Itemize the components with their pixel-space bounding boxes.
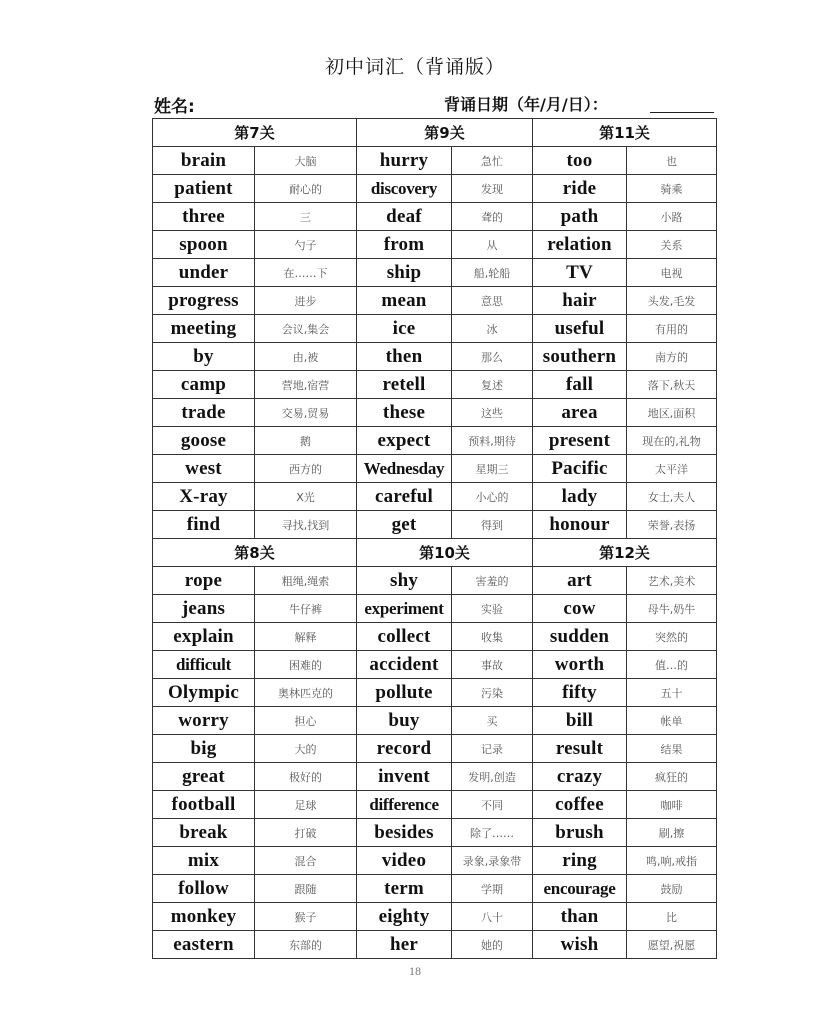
english-word: goose	[153, 427, 255, 455]
section-header-row	[153, 539, 717, 567]
chinese-meaning: 混合	[255, 847, 357, 875]
word-row	[153, 707, 717, 735]
english-word: lady	[533, 483, 627, 511]
chinese-meaning: 比	[627, 903, 717, 931]
english-word: ship	[357, 259, 452, 287]
chinese-meaning: 大的	[255, 735, 357, 763]
section-header-row	[153, 119, 717, 147]
english-word: difficult	[153, 651, 255, 679]
english-word: collect	[357, 623, 452, 651]
chinese-meaning: 困难的	[255, 651, 357, 679]
english-word: honour	[533, 511, 627, 539]
english-word: sudden	[533, 623, 627, 651]
english-word: great	[153, 763, 255, 791]
english-word: experiment	[357, 595, 452, 623]
chinese-meaning: 奥林匹克的	[255, 679, 357, 707]
english-word: brush	[533, 819, 627, 847]
english-word: crazy	[533, 763, 627, 791]
chinese-meaning: 担心	[255, 707, 357, 735]
english-word: break	[153, 819, 255, 847]
english-word: hair	[533, 287, 627, 315]
chinese-meaning: 极好的	[255, 763, 357, 791]
english-word: X-ray	[153, 483, 255, 511]
english-word: these	[357, 399, 452, 427]
section-title: 第7关	[153, 119, 357, 147]
section-title: 第11关	[533, 119, 717, 147]
word-row	[153, 175, 717, 203]
chinese-meaning: 西方的	[255, 455, 357, 483]
english-word: deaf	[357, 203, 452, 231]
english-word: invent	[357, 763, 452, 791]
chinese-meaning: 小路	[627, 203, 717, 231]
english-word: worry	[153, 707, 255, 735]
section-title: 第8关	[153, 539, 357, 567]
chinese-meaning: 现在的,礼物	[627, 427, 717, 455]
chinese-meaning: 母牛,奶牛	[627, 595, 717, 623]
chinese-meaning: 实验	[452, 595, 533, 623]
english-word: camp	[153, 371, 255, 399]
chinese-meaning: 她的	[452, 931, 533, 959]
chinese-meaning: 耐心的	[255, 175, 357, 203]
chinese-meaning: 得到	[452, 511, 533, 539]
word-row	[153, 763, 717, 791]
word-row	[153, 791, 717, 819]
english-word: ring	[533, 847, 627, 875]
word-row	[153, 511, 717, 539]
word-row	[153, 427, 717, 455]
english-word: discovery	[357, 175, 452, 203]
chinese-meaning: 突然的	[627, 623, 717, 651]
word-row	[153, 623, 717, 651]
english-word: besides	[357, 819, 452, 847]
chinese-meaning: 疯狂的	[627, 763, 717, 791]
english-word: ride	[533, 175, 627, 203]
english-word: than	[533, 903, 627, 931]
english-word: Pacific	[533, 455, 627, 483]
chinese-meaning: 有用的	[627, 315, 717, 343]
chinese-meaning: 打破	[255, 819, 357, 847]
english-word: art	[533, 567, 627, 595]
chinese-meaning: 复述	[452, 371, 533, 399]
english-word: worth	[533, 651, 627, 679]
chinese-meaning: 结果	[627, 735, 717, 763]
english-word: west	[153, 455, 255, 483]
chinese-meaning: 从	[452, 231, 533, 259]
chinese-meaning: 进步	[255, 287, 357, 315]
word-row	[153, 259, 717, 287]
english-word: too	[533, 147, 627, 175]
english-word: buy	[357, 707, 452, 735]
chinese-meaning: 值…的	[627, 651, 717, 679]
english-word: bill	[533, 707, 627, 735]
chinese-meaning: 冰	[452, 315, 533, 343]
word-row	[153, 847, 717, 875]
chinese-meaning: 记录	[452, 735, 533, 763]
word-row	[153, 595, 717, 623]
chinese-meaning: 发明,创造	[452, 763, 533, 791]
word-row	[153, 147, 717, 175]
english-word: three	[153, 203, 255, 231]
chinese-meaning: 跟随	[255, 875, 357, 903]
chinese-meaning: 事故	[452, 651, 533, 679]
chinese-meaning: 猴子	[255, 903, 357, 931]
english-word: Wednesday	[357, 455, 452, 483]
word-row	[153, 287, 717, 315]
chinese-meaning: 头发,毛发	[627, 287, 717, 315]
chinese-meaning: 学期	[452, 875, 533, 903]
word-row	[153, 231, 717, 259]
english-word: encourage	[533, 875, 627, 903]
chinese-meaning: 解释	[255, 623, 357, 651]
vocabulary-table	[152, 118, 717, 959]
chinese-meaning: 帐单	[627, 707, 717, 735]
word-row	[153, 735, 717, 763]
english-word: hurry	[357, 147, 452, 175]
chinese-meaning: 骑乘	[627, 175, 717, 203]
english-word: follow	[153, 875, 255, 903]
chinese-meaning: 咖啡	[627, 791, 717, 819]
word-row	[153, 399, 717, 427]
english-word: brain	[153, 147, 255, 175]
section-title: 第9关	[357, 119, 533, 147]
english-word: football	[153, 791, 255, 819]
english-word: relation	[533, 231, 627, 259]
english-word: explain	[153, 623, 255, 651]
english-word: patient	[153, 175, 255, 203]
chinese-meaning: 愿望,祝愿	[627, 931, 717, 959]
english-word: jeans	[153, 595, 255, 623]
english-word: term	[357, 875, 452, 903]
english-word: TV	[533, 259, 627, 287]
english-word: progress	[153, 287, 255, 315]
chinese-meaning: 船,轮船	[452, 259, 533, 287]
word-row	[153, 567, 717, 595]
section-title: 第12关	[533, 539, 717, 567]
chinese-meaning: 鼓励	[627, 875, 717, 903]
chinese-meaning: 南方的	[627, 343, 717, 371]
chinese-meaning: 除了……	[452, 819, 533, 847]
chinese-meaning: 聋的	[452, 203, 533, 231]
chinese-meaning: 发现	[452, 175, 533, 203]
word-row	[153, 455, 717, 483]
english-word: find	[153, 511, 255, 539]
english-word: area	[533, 399, 627, 427]
chinese-meaning: 小心的	[452, 483, 533, 511]
chinese-meaning: 录象,录象带	[452, 847, 533, 875]
english-word: mean	[357, 287, 452, 315]
chinese-meaning: 艺术,美术	[627, 567, 717, 595]
chinese-meaning: 收集	[452, 623, 533, 651]
chinese-meaning: 落下,秋天	[627, 371, 717, 399]
chinese-meaning: 害羞的	[452, 567, 533, 595]
chinese-meaning: 急忙	[452, 147, 533, 175]
word-row	[153, 651, 717, 679]
english-word: fifty	[533, 679, 627, 707]
word-row	[153, 343, 717, 371]
english-word: spoon	[153, 231, 255, 259]
english-word: her	[357, 931, 452, 959]
chinese-meaning: 也	[627, 147, 717, 175]
page-number: 18	[409, 964, 421, 978]
chinese-meaning: 不同	[452, 791, 533, 819]
english-word: from	[357, 231, 452, 259]
english-word: get	[357, 511, 452, 539]
chinese-meaning: 在……下	[255, 259, 357, 287]
word-row	[153, 819, 717, 847]
chinese-meaning: 女士,夫人	[627, 483, 717, 511]
english-word: mix	[153, 847, 255, 875]
chinese-meaning: 买	[452, 707, 533, 735]
word-row	[153, 203, 717, 231]
english-word: trade	[153, 399, 255, 427]
chinese-meaning: 勺子	[255, 231, 357, 259]
english-word: ice	[357, 315, 452, 343]
chinese-meaning: 东部的	[255, 931, 357, 959]
english-word: present	[533, 427, 627, 455]
chinese-meaning: 那么	[452, 343, 533, 371]
section-title: 第10关	[357, 539, 533, 567]
chinese-meaning: 寻找,找到	[255, 511, 357, 539]
english-word: accident	[357, 651, 452, 679]
english-word: southern	[533, 343, 627, 371]
word-row	[153, 483, 717, 511]
english-word: pollute	[357, 679, 452, 707]
chinese-meaning: 鹅	[255, 427, 357, 455]
word-row	[153, 931, 717, 959]
english-word: retell	[357, 371, 452, 399]
word-row	[153, 371, 717, 399]
english-word: path	[533, 203, 627, 231]
english-word: result	[533, 735, 627, 763]
chinese-meaning: 这些	[452, 399, 533, 427]
english-word: useful	[533, 315, 627, 343]
english-word: eighty	[357, 903, 452, 931]
word-row	[153, 315, 717, 343]
english-word: cow	[533, 595, 627, 623]
chinese-meaning: 星期三	[452, 455, 533, 483]
chinese-meaning: 鸣,响,戒指	[627, 847, 717, 875]
english-word: shy	[357, 567, 452, 595]
chinese-meaning: X光	[255, 483, 357, 511]
english-word: eastern	[153, 931, 255, 959]
name-label: 姓名:	[154, 97, 195, 117]
word-row	[153, 875, 717, 903]
word-row	[153, 679, 717, 707]
english-word: record	[357, 735, 452, 763]
chinese-meaning: 刷,擦	[627, 819, 717, 847]
english-word: difference	[357, 791, 452, 819]
chinese-meaning: 太平洋	[627, 455, 717, 483]
english-word: Olympic	[153, 679, 255, 707]
english-word: fall	[533, 371, 627, 399]
recite-date-blank-line[interactable]	[650, 112, 714, 113]
chinese-meaning: 预料,期待	[452, 427, 533, 455]
chinese-meaning: 污染	[452, 679, 533, 707]
english-word: monkey	[153, 903, 255, 931]
english-word: by	[153, 343, 255, 371]
chinese-meaning: 地区,面积	[627, 399, 717, 427]
chinese-meaning: 大脑	[255, 147, 357, 175]
chinese-meaning: 粗绳,绳索	[255, 567, 357, 595]
english-word: rope	[153, 567, 255, 595]
recite-date-label: 背诵日期（年/月/日）：	[444, 95, 608, 114]
english-word: careful	[357, 483, 452, 511]
chinese-meaning: 八十	[452, 903, 533, 931]
chinese-meaning: 三	[255, 203, 357, 231]
english-word: big	[153, 735, 255, 763]
chinese-meaning: 足球	[255, 791, 357, 819]
chinese-meaning: 交易,贸易	[255, 399, 357, 427]
english-word: expect	[357, 427, 452, 455]
chinese-meaning: 会议,集会	[255, 315, 357, 343]
chinese-meaning: 荣誉,表扬	[627, 511, 717, 539]
chinese-meaning: 关系	[627, 231, 717, 259]
english-word: video	[357, 847, 452, 875]
english-word: coffee	[533, 791, 627, 819]
english-word: under	[153, 259, 255, 287]
chinese-meaning: 意思	[452, 287, 533, 315]
chinese-meaning: 电视	[627, 259, 717, 287]
word-row	[153, 903, 717, 931]
english-word: wish	[533, 931, 627, 959]
english-word: meeting	[153, 315, 255, 343]
chinese-meaning: 五十	[627, 679, 717, 707]
chinese-meaning: 由,被	[255, 343, 357, 371]
document-title: 初中词汇（背诵版）	[324, 56, 505, 78]
chinese-meaning: 营地,宿营	[255, 371, 357, 399]
chinese-meaning: 牛仔裤	[255, 595, 357, 623]
english-word: then	[357, 343, 452, 371]
